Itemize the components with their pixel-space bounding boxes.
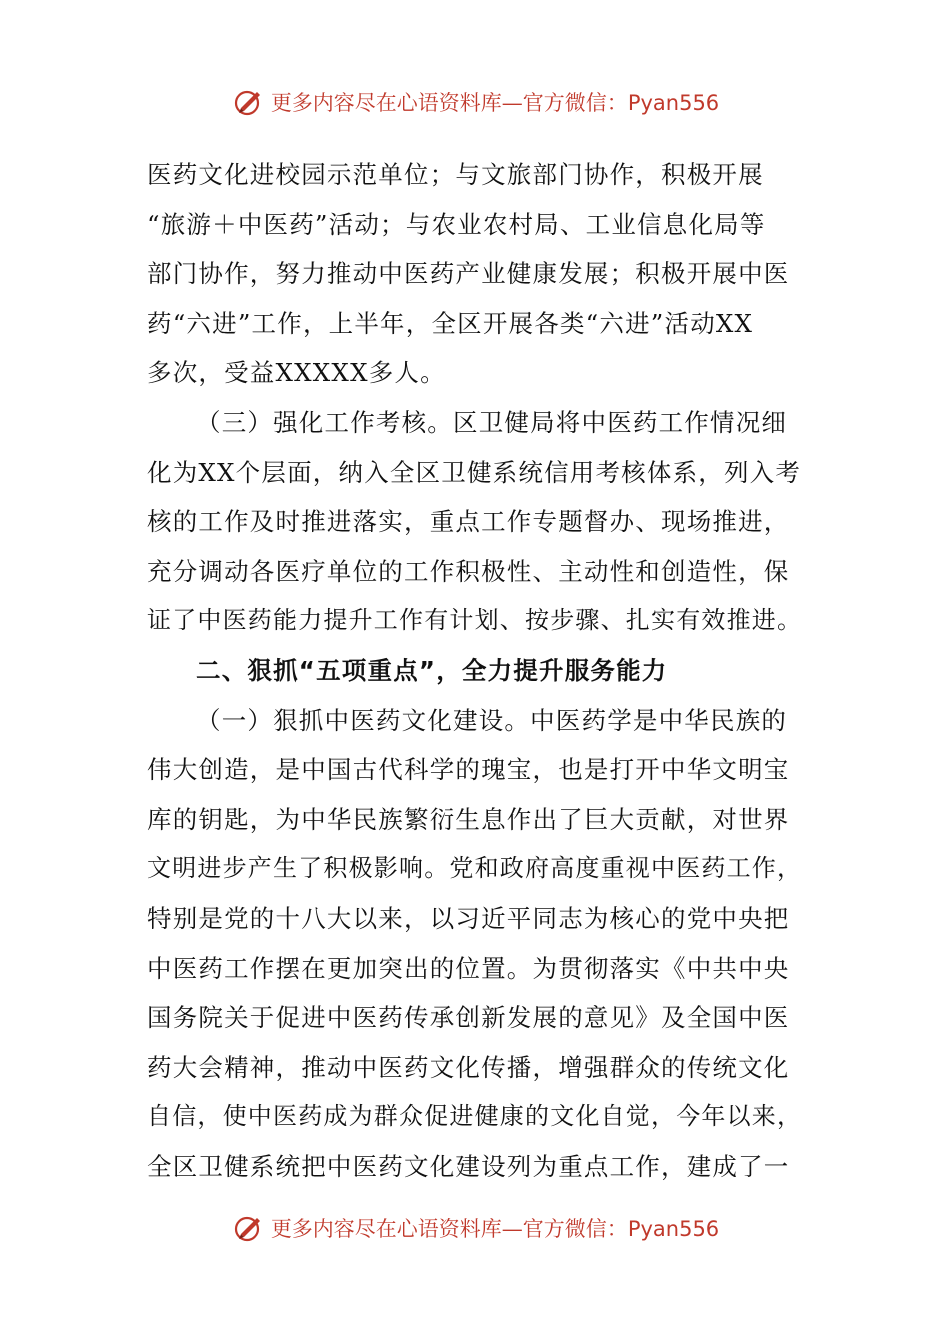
paragraph-line: （三）强化工作考核。区卫健局将中医药工作情况细 <box>196 407 788 437</box>
paragraph-line: 核的工作及时推进落实，重点工作专题督办、现场推进， <box>147 507 790 537</box>
paragraph-line: 中医药工作摆在更加突出的位置。为贯彻落实《中共中央 <box>147 953 790 983</box>
footer-banner <box>0 1208 950 1248</box>
paragraph-line: 库的钥匙，为中华民族繁衍生息作出了巨大贡献，对世界 <box>147 804 790 834</box>
paragraph-line: 证了中医药能力提升工作有计划、按步骤、扎实有效推进。 <box>147 606 803 635</box>
header-banner <box>0 82 950 122</box>
paragraph-line: 部门协作，努力推动中医药产业健康发展；积极开展中医 <box>147 259 790 289</box>
banner-label: 更多内容尽在心语资料库—官方微信： <box>270 1217 628 1241</box>
paragraph-line: “旅游＋中医药”活动；与农业农村局、工业信息化局等 <box>147 209 766 239</box>
banner-wechat-id: Pyan556 <box>627 1217 720 1241</box>
pen-circle-icon <box>231 84 267 120</box>
paragraph-line: 化为XX个层面，纳入全区卫健系统信用考核体系，列入考 <box>147 457 802 487</box>
pen-circle-icon <box>231 1210 267 1246</box>
paragraph-line: 药大会精神，推动中医药文化传播，增强群众的传统文化 <box>147 1052 790 1082</box>
paragraph-line: 文明进步产生了积极影响。党和政府高度重视中医药工作， <box>147 854 803 883</box>
paragraph-line: 全区卫健系统把中医药文化建设列为重点工作，建成了一 <box>147 1151 790 1181</box>
paragraph-line: 医药文化进校园示范单位；与文旅部门协作，积极开展 <box>147 160 764 189</box>
banner-wechat-id: Pyan556 <box>627 91 720 115</box>
paragraph-line: 国务院关于促进中医药传承创新发展的意见》及全国中医 <box>147 1003 790 1033</box>
banner-text <box>271 1213 719 1243</box>
paragraph-line: 多次，受益XXXXX多人。 <box>147 358 446 388</box>
paragraph-line: （一）狠抓中医药文化建设。中医药学是中华民族的 <box>196 705 788 735</box>
document-body <box>147 150 807 1191</box>
paragraph-line: 自信，使中医药成为群众促进健康的文化自觉，今年以来， <box>147 1102 803 1131</box>
paragraph-line: 特别是党的十八大以来，以习近平同志为核心的党中央把 <box>147 903 790 933</box>
section-heading: 二、狠抓“五项重点”，全力提升服务能力 <box>196 655 668 685</box>
banner-text <box>271 87 719 117</box>
banner-label: 更多内容尽在心语资料库—官方微信： <box>270 91 628 115</box>
paragraph-line: 充分调动各医疗单位的工作积极性、主动性和创造性，保 <box>147 556 790 586</box>
paragraph-line: 伟大创造，是中国古代科学的瑰宝，也是打开中华文明宝 <box>147 755 790 785</box>
paragraph-line: 药“六进”工作，上半年，全区开展各类“六进”活动XX <box>147 308 754 338</box>
